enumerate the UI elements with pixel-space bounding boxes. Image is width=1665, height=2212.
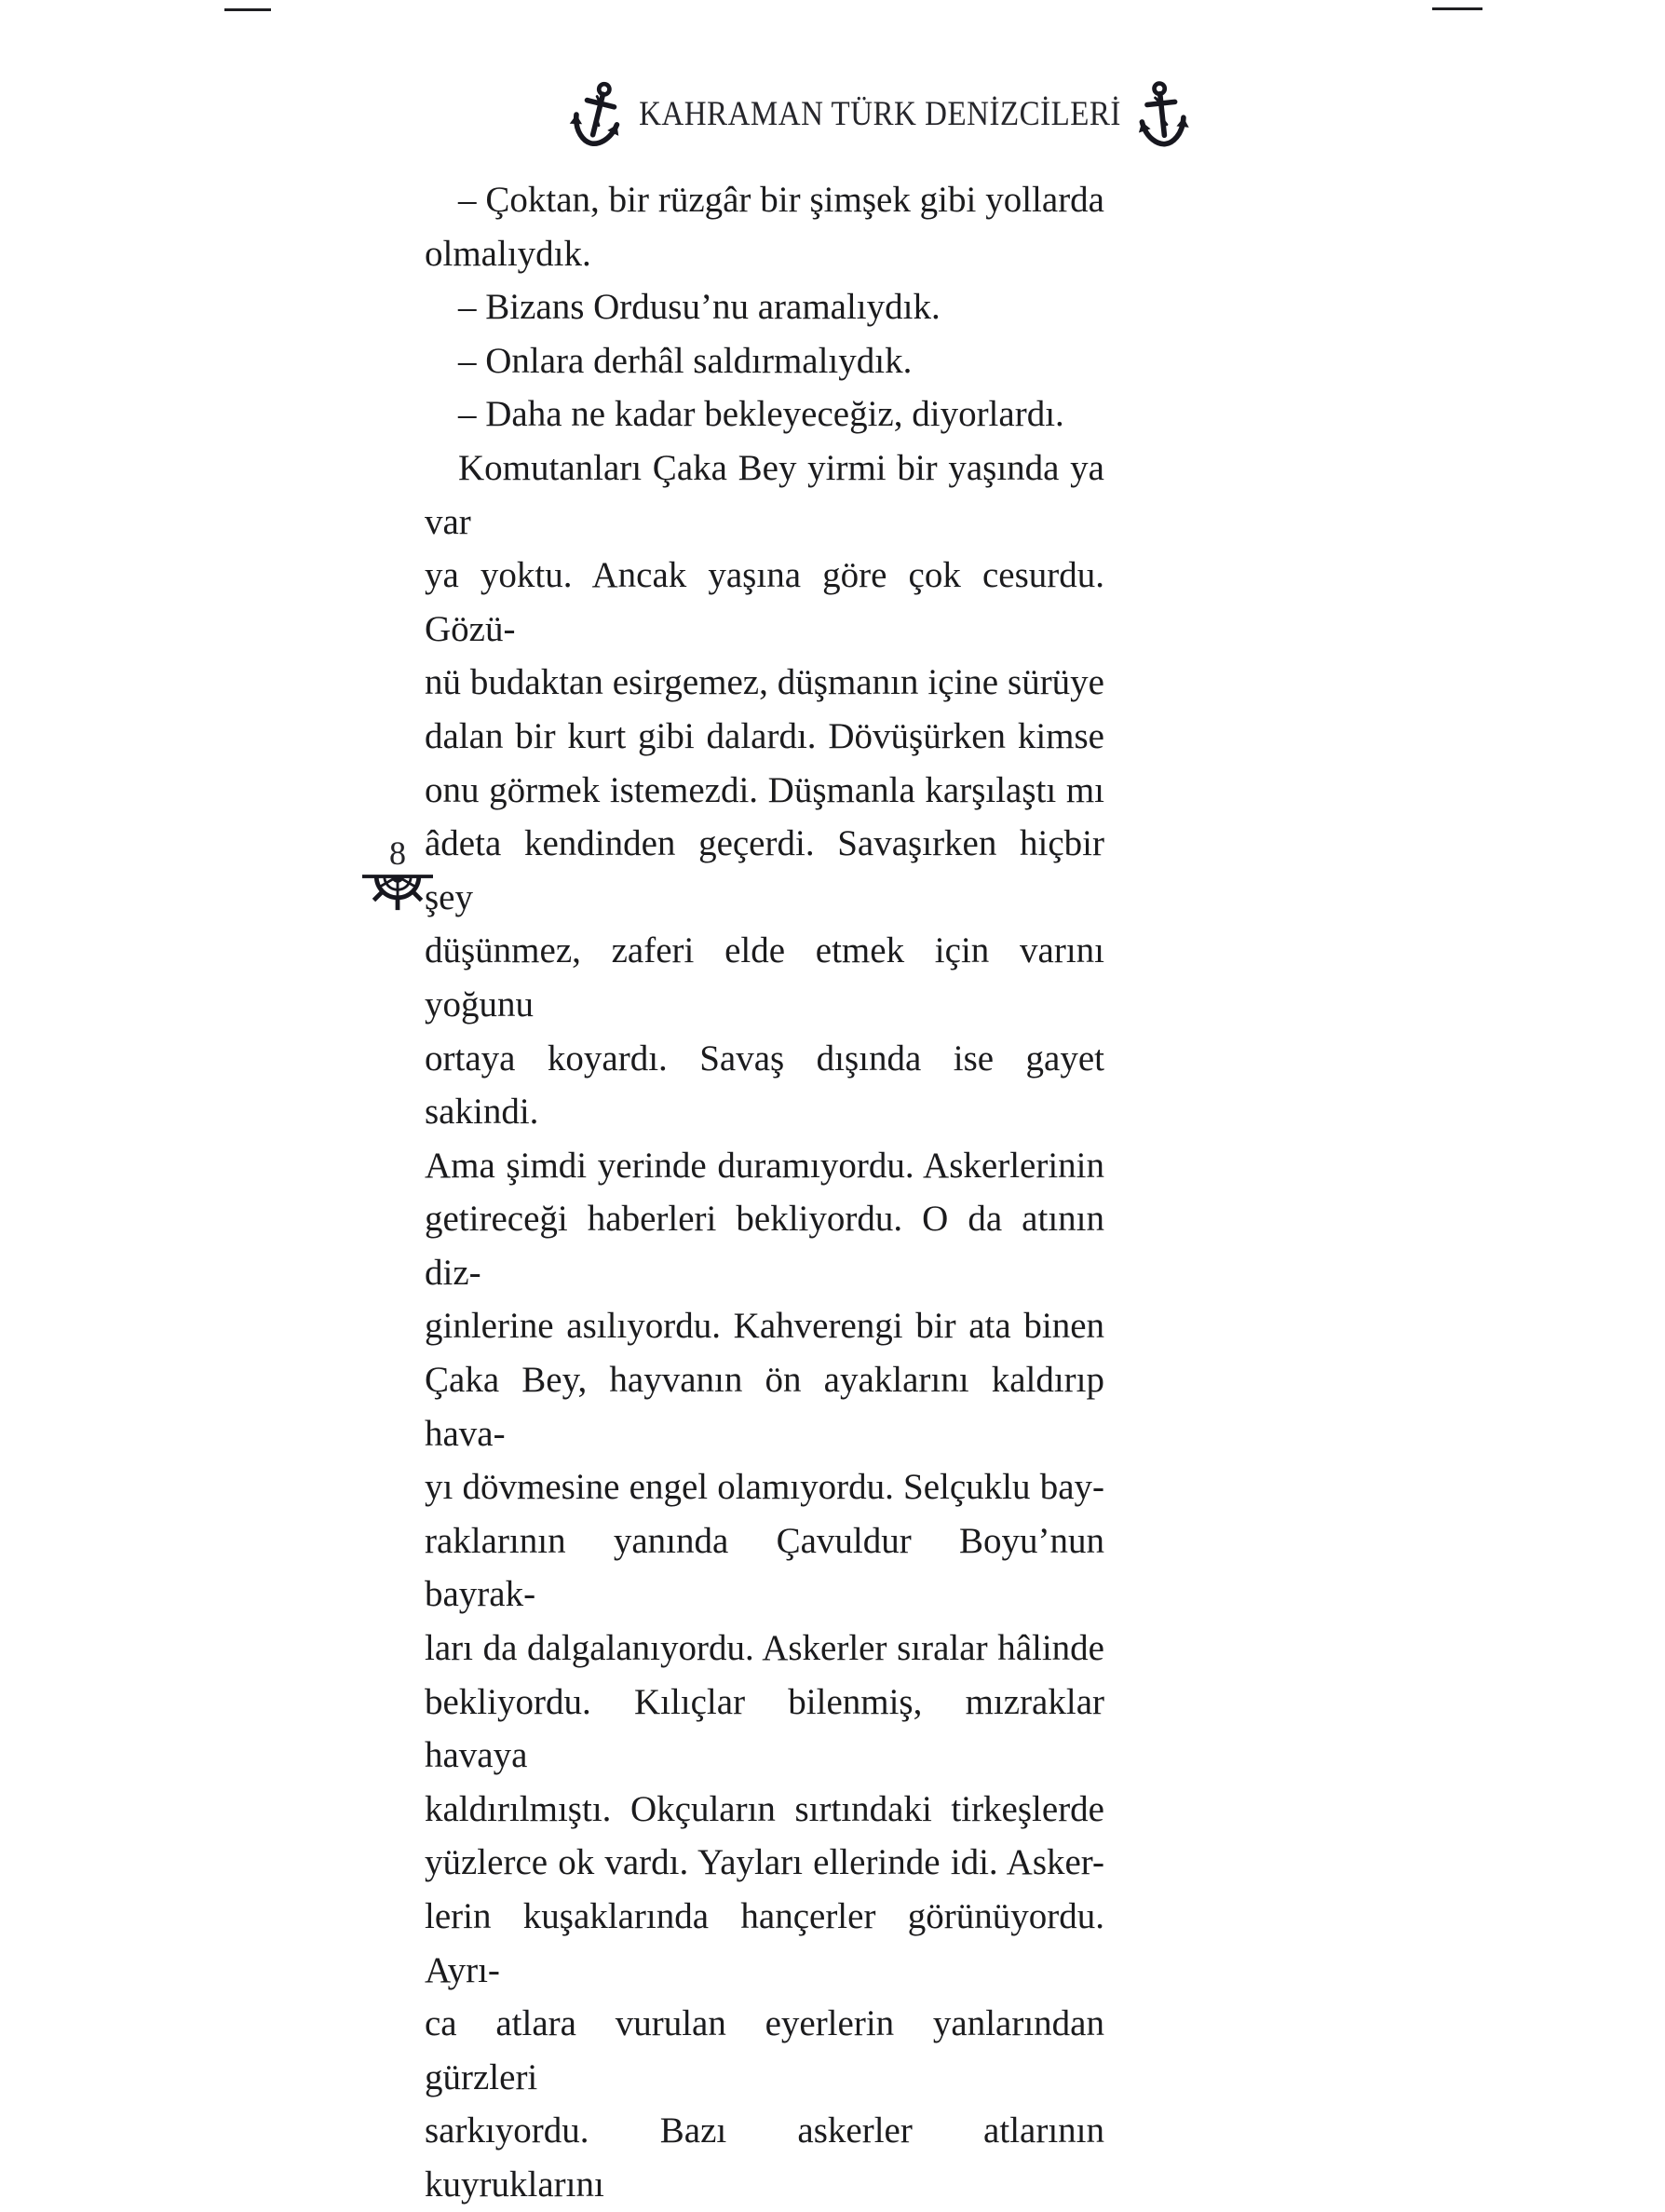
anchor-icon: [563, 73, 631, 156]
text-line: olmalıydık.: [425, 233, 591, 274]
body-text: [425, 173, 1104, 2212]
text-line: – Çoktan, bir rüzgâr bir şimşek gibi yollarda: [458, 180, 1104, 220]
text-line: Ama şimdi yerinde duramıyordu. Askerlerinin: [425, 1145, 1104, 1186]
text-line: onu görmek istemezdi. Düşmanla karşılaştı mı: [425, 769, 1104, 810]
text-line: âdeta kendinden geçerdi. Savaşırken hiçbir şey: [425, 823, 1104, 917]
text-line: ya yoktu. Ancak yaşına göre çok cesurdu. Gözü-: [425, 555, 1104, 649]
text-line: ortaya koyardı. Savaş dışında ise gayet sakindi.: [425, 1038, 1104, 1133]
corner-mark-right: [1432, 7, 1482, 10]
text-line: yüzlerce ok vardı. Yayları ellerinde idi. Asker-: [425, 1842, 1104, 1883]
page-title: KAHRAMAN TÜRK DENİZCİLERİ: [639, 95, 1121, 133]
text-line: Komutanları Çaka Bey yirmi bir yaşında ya var: [425, 447, 1104, 542]
text-line: sarkıyordu. Bazı askerler atlarının kuyruklarını: [425, 2110, 1104, 2205]
text-line: yı dövmesine engel olamıyordu. Selçuklu bay-: [425, 1467, 1104, 1508]
text-line: – Daha ne kadar bekleyeceğiz, diyorlardı.: [458, 394, 1064, 435]
anchor-icon: [1132, 75, 1192, 153]
text-line: Çaka Bey, hayvanın ön ayaklarını kaldırıp hava-: [425, 1360, 1104, 1454]
page-number: 8: [389, 835, 406, 872]
text-line: ları da dalgalanıyordu. Askerler sıralar hâlinde: [425, 1628, 1104, 1669]
ship-wheel-icon: [362, 874, 433, 916]
text-line: – Onlara derhâl saldırmalıydık.: [458, 340, 913, 381]
corner-mark-left: [224, 8, 271, 11]
text-line: düşünmez, zaferi elde etmek için varını yoğunu: [425, 930, 1104, 1025]
page-header: [572, 78, 1188, 151]
text-line: lerin kuşaklarında hançerler görünüyordu. Ayrı-: [425, 1896, 1104, 1990]
text-line: raklarının yanında Çavuldur Boyu’nun bayrak-: [425, 1520, 1104, 1615]
text-line: kaldırılmıştı. Okçuların sırtındaki tirkeşlerde: [425, 1788, 1104, 1829]
text-line: bekliyordu. Kılıçlar bilenmiş, mızraklar havaya: [425, 1681, 1104, 1776]
page-number-marker: [362, 835, 433, 916]
text-line: ca atlara vurulan eyerlerin yanlarından gürzleri: [425, 2003, 1104, 2097]
text-line: nü budaktan esirgemez, düşmanın içine sürüye: [425, 662, 1104, 703]
text-line: dalan bir kurt gibi dalardı. Dövüşürken kimse: [425, 715, 1104, 756]
text-line: – Bizans Ordusu’nu aramalıydık.: [458, 287, 941, 328]
text-line: getireceği haberleri bekliyordu. O da atının diz-: [425, 1199, 1104, 1293]
text-line: ginlerine asılıyordu. Kahverengi bir ata binen: [425, 1306, 1104, 1347]
